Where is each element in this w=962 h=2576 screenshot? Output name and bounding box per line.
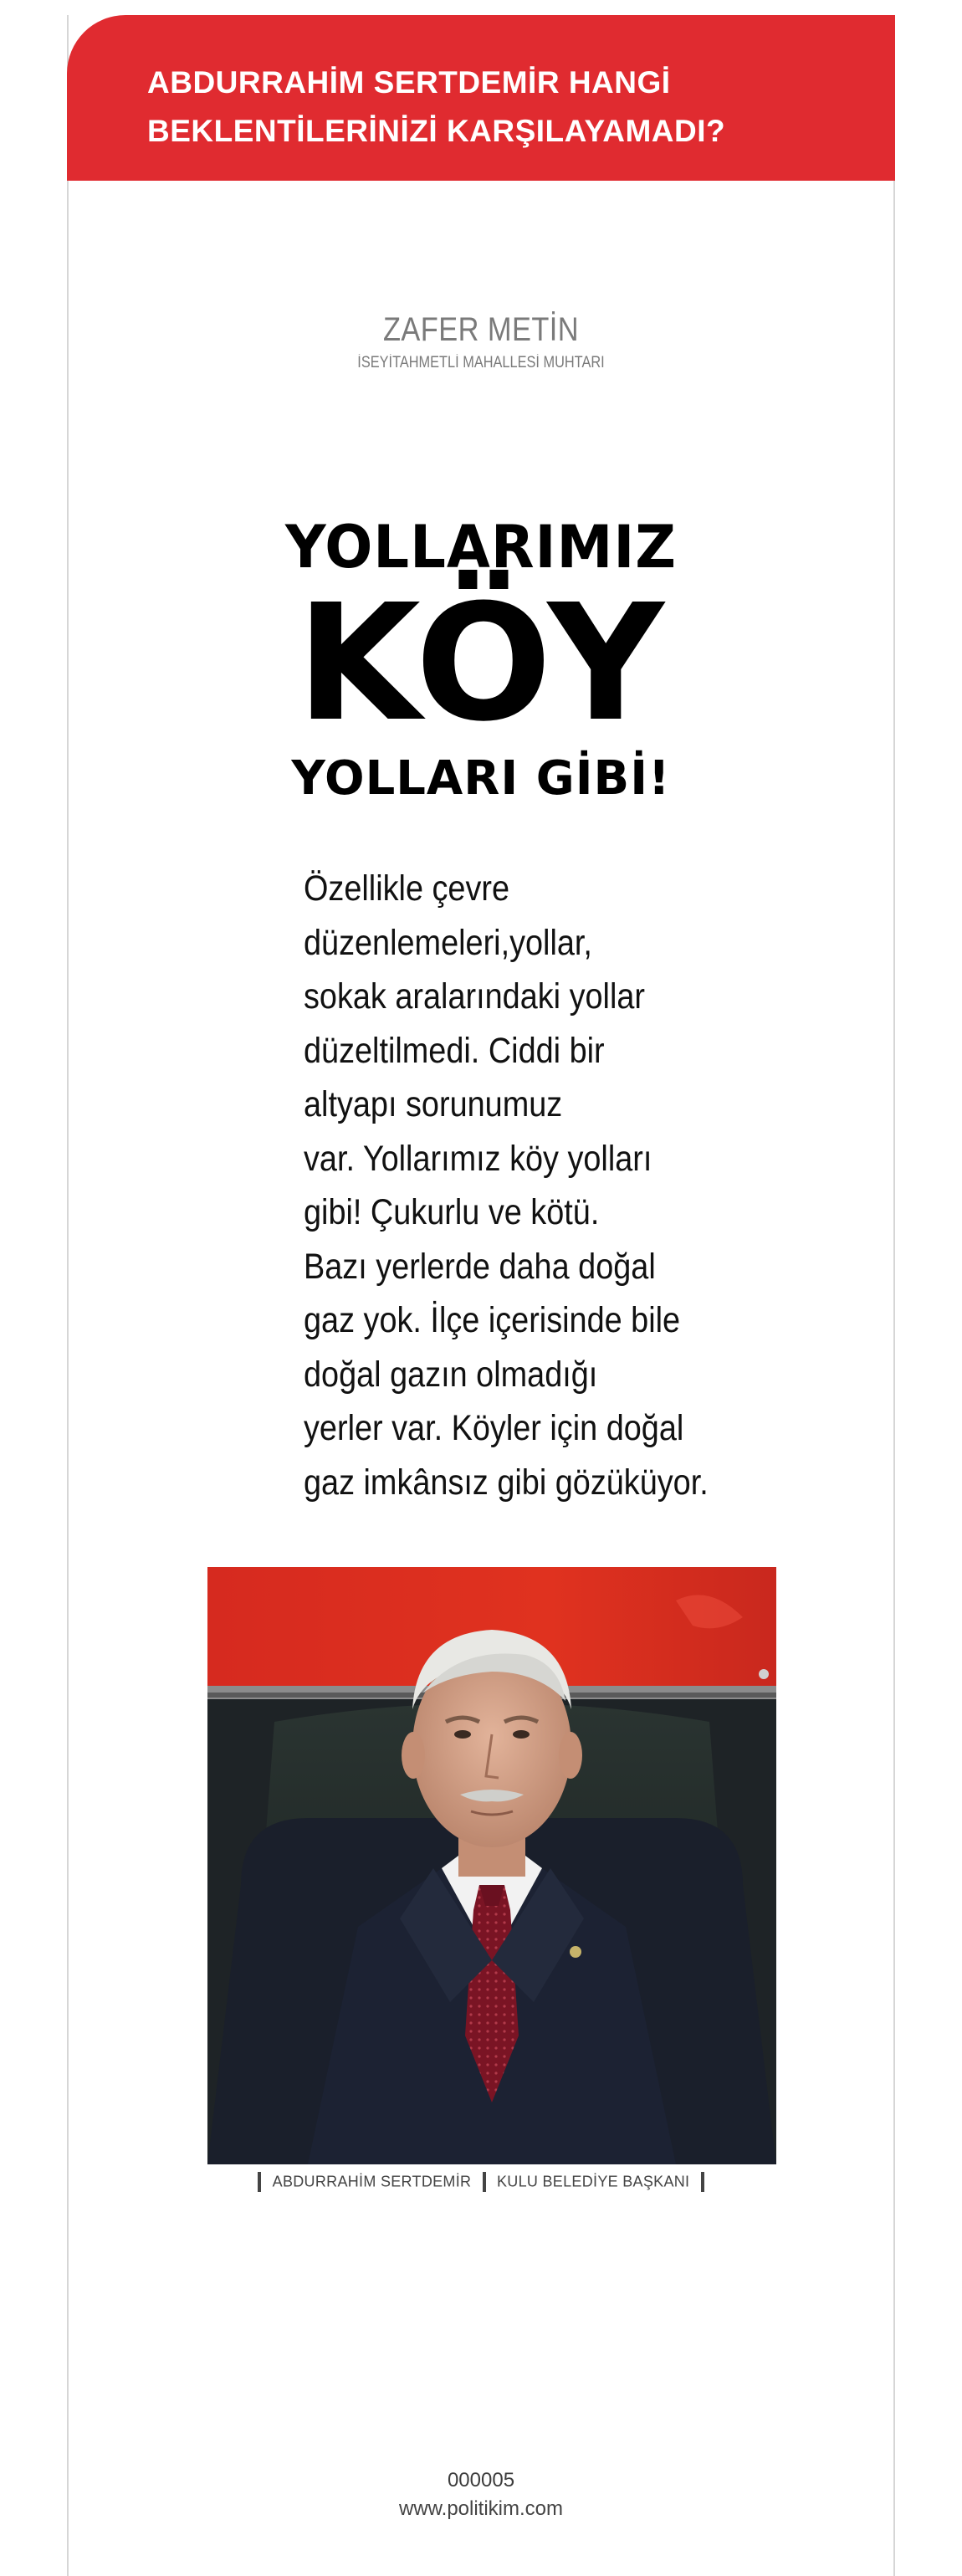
body-line: Bazı yerlerde daha doğal	[304, 1246, 656, 1287]
photo-caption	[67, 2172, 895, 2192]
body-line: doğal gazın olmadığı	[304, 1354, 598, 1395]
body-line: düzeltilmedi. Ciddi bir	[304, 1030, 605, 1071]
author-name: ZAFER METİN	[382, 311, 580, 348]
caption-name: ABDURRAHİM SERTDEMİR	[272, 2173, 472, 2190]
headline-line-2: KÖY	[296, 571, 666, 757]
portrait-photo	[207, 1567, 776, 2164]
caption-divider	[483, 2172, 486, 2192]
caption-divider	[701, 2172, 704, 2192]
body-line: düzenlemeleri,yollar,	[304, 922, 592, 963]
body-line: sokak aralarındaki yollar	[304, 976, 646, 1017]
header-line-1: ABDURRAHİM SERTDEMİR HANGİ	[147, 65, 671, 100]
author-block	[67, 311, 895, 372]
question-header	[67, 15, 895, 181]
headline-line-3: YOLLARI GİBİ!	[291, 751, 671, 806]
page-footer	[67, 2468, 895, 2522]
author-role: İSEYİTAHMETLİ MAHALLESİ MUHTARI	[357, 354, 605, 371]
body-line: var. Yollarımız köy yolları	[304, 1138, 652, 1179]
portrait-illustration	[207, 1567, 776, 2164]
headline-line-1: YOLLARIMIZ	[285, 513, 677, 581]
page-number: 000005	[447, 2469, 515, 2491]
body-line: gaz imkânsız gibi gözüküyor.	[304, 1462, 709, 1503]
caption-divider	[258, 2172, 261, 2192]
body-line: yerler var. Köyler için doğal	[304, 1408, 684, 1448]
body-line: gibi! Çukurlu ve kötü.	[304, 1192, 600, 1232]
quote-body	[304, 862, 716, 1509]
headline	[67, 512, 895, 808]
website-link[interactable]: www.politikim.com	[398, 2497, 564, 2520]
header-line-2: BEKLENTİLERİNİZİ KARŞILAYAMADI?	[147, 114, 726, 148]
body-line: altyapı sorunumuz	[304, 1084, 563, 1124]
body-line: gaz yok. İlçe içerisinde bile	[304, 1300, 681, 1340]
body-line: Özellikle çevre	[304, 868, 510, 909]
caption-title: KULU BELEDİYE BAŞKANI	[496, 2173, 690, 2190]
